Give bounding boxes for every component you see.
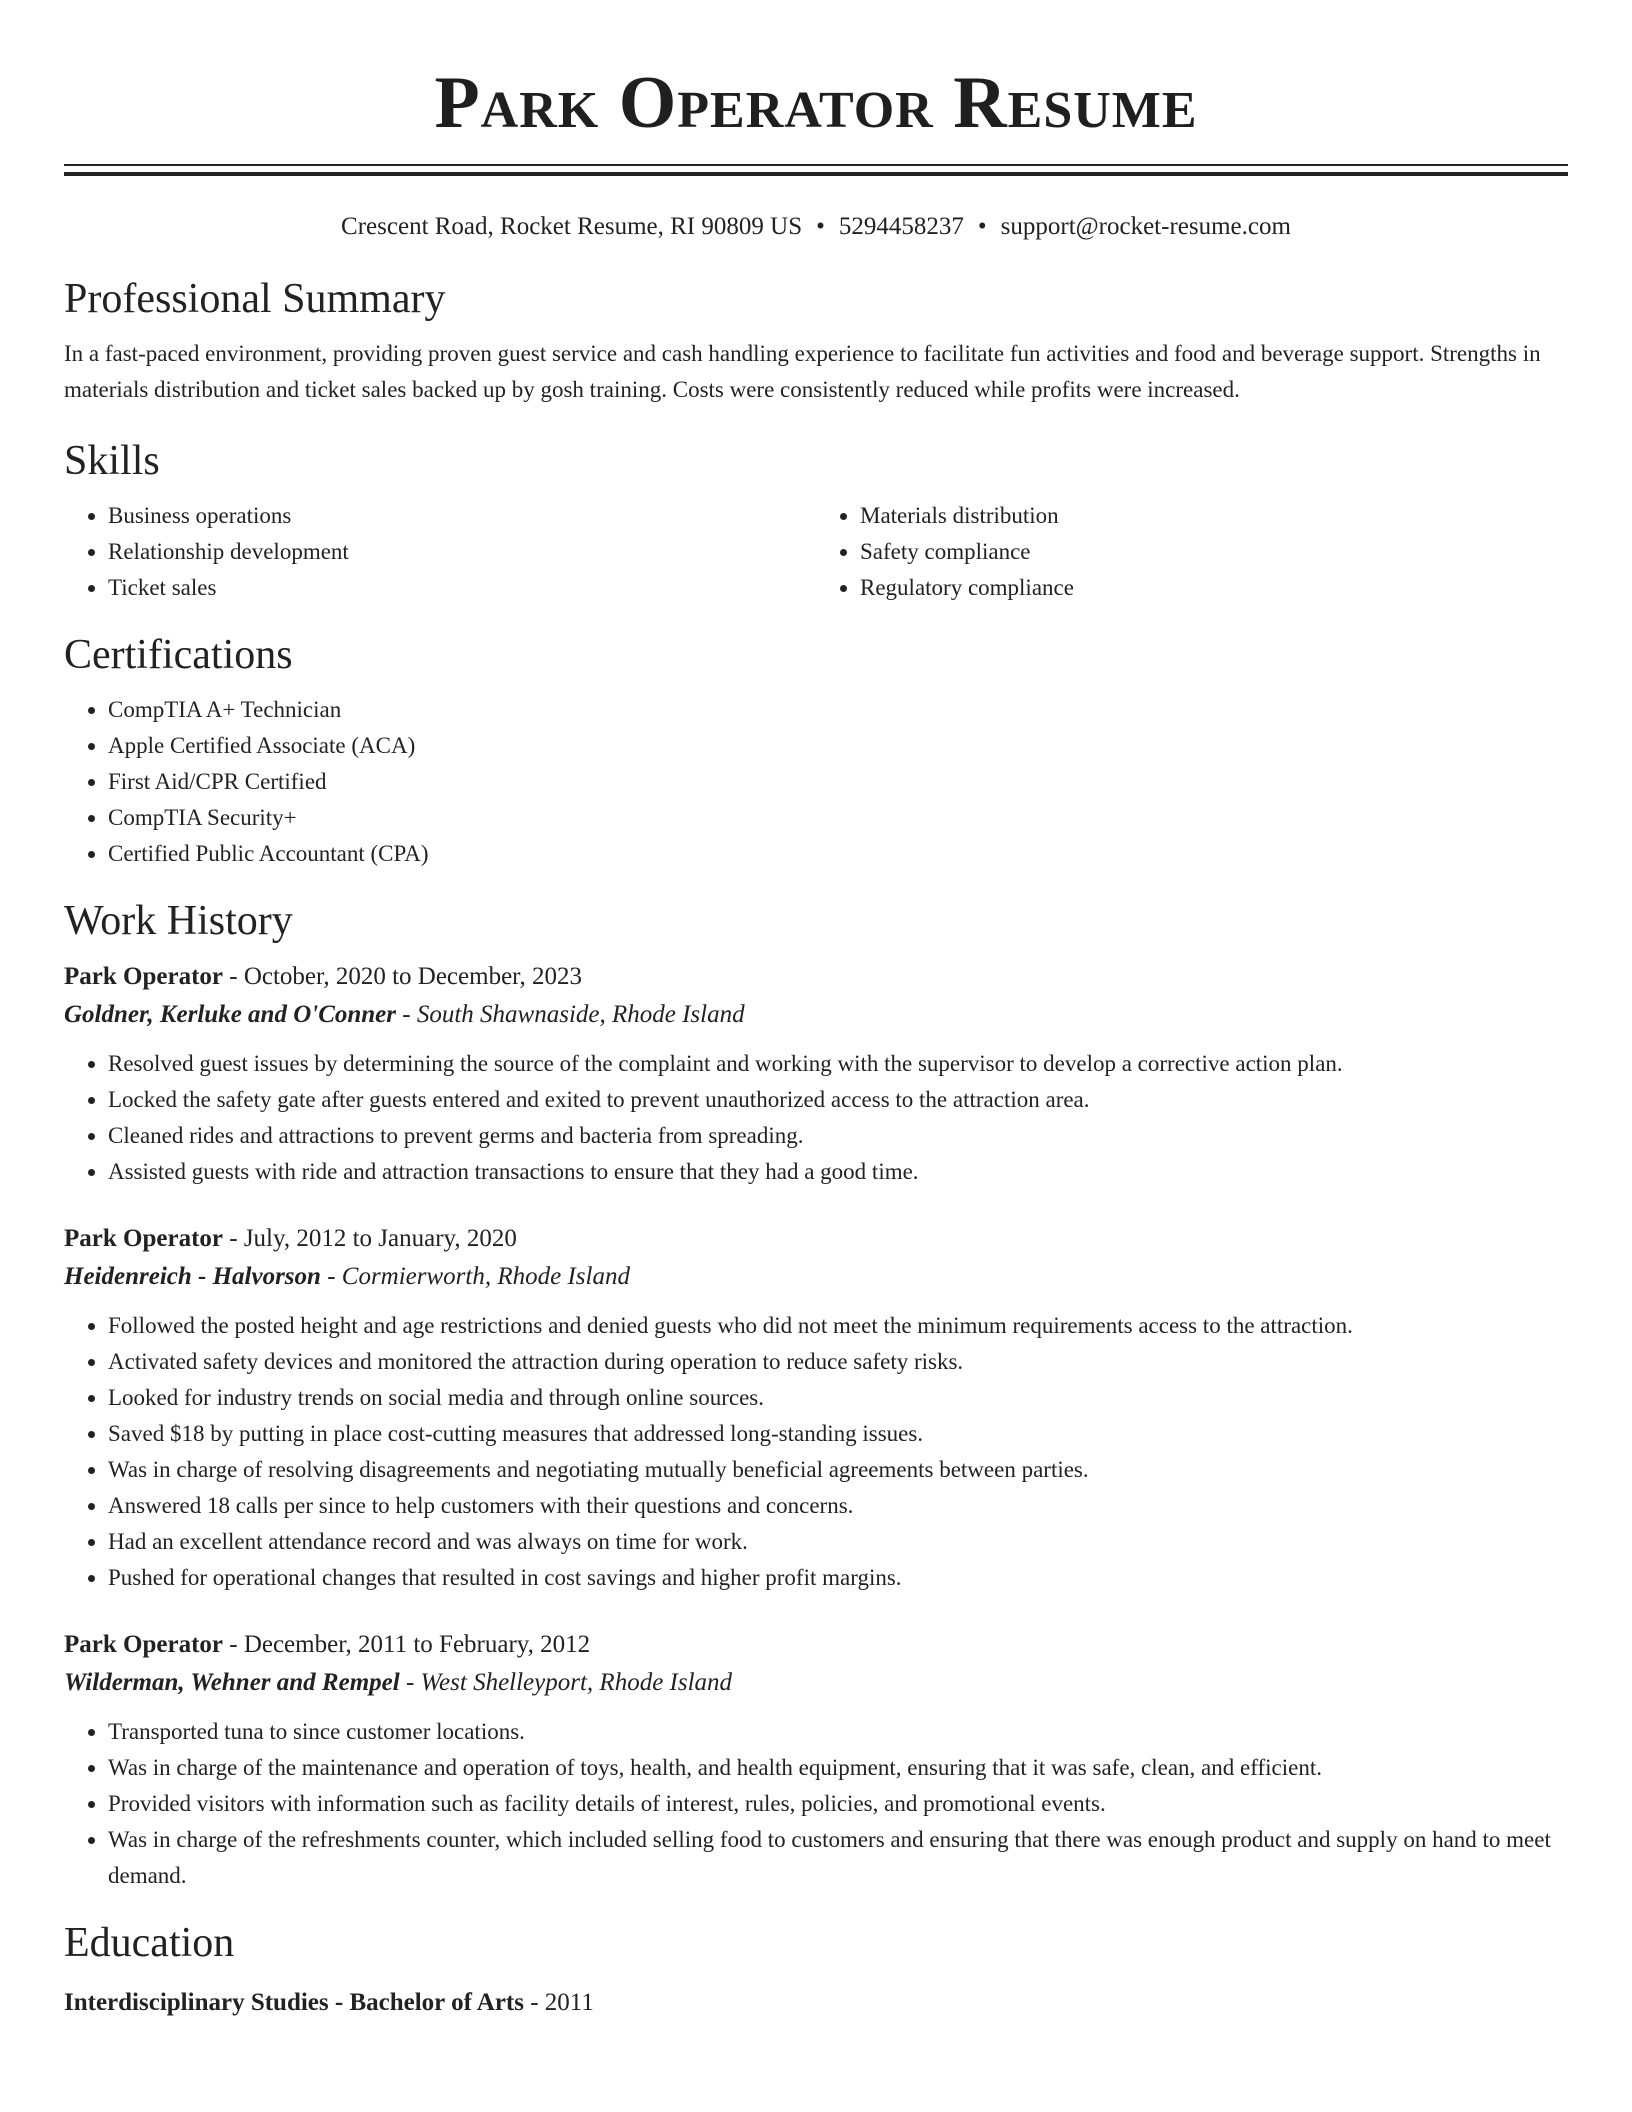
job-bullet: • Was in charge of the refreshments counter, which included selling food to customers and ensuring that there was enough product and supply on hand to meet demand. [108, 1822, 1568, 1894]
job-title: Park Operator [64, 1631, 223, 1658]
job-bullet: • Answered 18 calls per since to help customers with their questions and concerns. [108, 1488, 1568, 1524]
job-dates: December, 2011 to February, 2012 [243, 1631, 591, 1658]
job-title: Park Operator [64, 963, 223, 990]
job-company: Heidenreich - Halvorson [64, 1263, 321, 1290]
skill-item: • Regulatory compliance [860, 570, 1568, 606]
job-bullet: • Provided visitors with information such as facility details of interest, rules, policies, and promotional events. [108, 1786, 1568, 1822]
job-bullets [64, 1046, 1568, 1190]
section-heading: Certifications [64, 632, 293, 678]
job-bullet: • Had an excellent attendance record and was always on time for work. [108, 1524, 1568, 1560]
contact-phone: 5294458237 [838, 213, 964, 240]
contact-line [64, 210, 1568, 244]
job-title-line: Park Operator - December, 2011 to February, 2012 [64, 1631, 591, 1658]
skill-item: • Business operations [108, 498, 816, 534]
job-location: South Shawnaside, Rhode Island [416, 1001, 745, 1028]
job-entry [64, 1220, 1568, 1596]
job-location: West Shelleyport, Rhode Island [420, 1669, 733, 1696]
title-divider-thin [64, 164, 1568, 166]
skills-list-right [816, 498, 1568, 606]
skills-section [64, 434, 1568, 606]
job-title: Park Operator [64, 1225, 223, 1252]
job-bullet: • Was in charge of resolving disagreements and negotiating mutually beneficial agreements between parties. [108, 1452, 1568, 1488]
job-bullet: • Resolved guest issues by determining the source of the complaint and working with the supervisor to develop a corrective action plan. [108, 1046, 1568, 1082]
education-section [64, 1916, 1568, 2022]
title-divider-thick [64, 172, 1568, 176]
job-bullet: • Looked for industry trends on social media and through online sources. [108, 1380, 1568, 1416]
job-company-line: Heidenreich - Halvorson - Cormierworth, Rhode Island [64, 1263, 630, 1290]
skill-item: • Ticket sales [108, 570, 816, 606]
contact-separator: • [816, 213, 825, 240]
skills-columns [64, 498, 1568, 606]
education-field: Interdisciplinary Studies [64, 1989, 329, 2016]
section-heading: Professional Summary [64, 276, 446, 322]
job-dates: July, 2012 to January, 2020 [243, 1225, 517, 1252]
job-bullet: • Locked the safety gate after guests entered and exited to prevent unauthorized access to the attraction area. [108, 1082, 1568, 1118]
education-year: 2011 [544, 1989, 594, 2016]
job-entry [64, 958, 1568, 1190]
job-bullet: • Was in charge of the maintenance and operation of toys, health, and health equipment, ensuring that it was safe, clean, and efficient. [108, 1750, 1568, 1786]
contact-separator: • [977, 213, 987, 240]
job-title-line: Park Operator - July, 2012 to January, 2020 [64, 1225, 517, 1252]
job-company-line: Goldner, Kerluke and O'Conner - South Shawnaside, Rhode Island [64, 1001, 745, 1028]
certification-item: • Certified Public Accountant (CPA) [108, 836, 1568, 872]
certification-item: • Apple Certified Associate (ACA) [108, 728, 1568, 764]
job-bullets [64, 1714, 1568, 1894]
skills-list-left [64, 498, 816, 606]
resume-title: Park Operator Resume [434, 62, 1198, 144]
summary-text: In a fast-paced environment, providing proven guest service and cash handling experience to facilitate fun activities and food and beverage support. Strengths in materials distribution and ticket sales backed up by gosh training. Costs were consistently reduced while profits were increased. [64, 341, 1541, 402]
job-company: Goldner, Kerluke and O'Conner [64, 1001, 397, 1028]
skill-item: • Materials distribution [860, 498, 1568, 534]
job-bullet: • Transported tuna to since customer locations. [108, 1714, 1568, 1750]
certifications-list [64, 692, 1568, 872]
job-bullet: • Pushed for operational changes that resulted in cost savings and higher profit margins. [108, 1560, 1568, 1596]
job-company: Wilderman, Wehner and Rempel [64, 1669, 400, 1696]
job-company-line: Wilderman, Wehner and Rempel - West Shelleyport, Rhode Island [64, 1669, 733, 1696]
job-dates: October, 2020 to December, 2023 [243, 963, 582, 990]
job-bullet: • Cleaned rides and attractions to prevent germs and bacteria from spreading. [108, 1118, 1568, 1154]
certification-item: • First Aid/CPR Certified [108, 764, 1568, 800]
work-history-section [64, 894, 1568, 1894]
education-entry: Interdisciplinary Studies - Bachelor of Arts - 2011 [64, 1989, 594, 2016]
job-bullet: • Saved $18 by putting in place cost-cutting measures that addressed long-standing issues. [108, 1416, 1568, 1452]
job-bullet: • Followed the posted height and age restrictions and denied guests who did not meet the minimum requirements access to the attraction. [108, 1308, 1568, 1344]
contact-address: Crescent Road, Rocket Resume, RI 90809 US [341, 213, 803, 240]
skill-item: • Safety compliance [860, 534, 1568, 570]
job-title-line: Park Operator - October, 2020 to December, 2023 [64, 963, 582, 990]
job-bullet: • Assisted guests with ride and attraction transactions to ensure that they had a good time. [108, 1154, 1568, 1190]
job-bullets [64, 1308, 1568, 1596]
contact-email: support@rocket-resume.com [1000, 213, 1291, 240]
certification-item: • CompTIA Security+ [108, 800, 1568, 836]
job-entry [64, 1626, 1568, 1894]
job-bullet: • Activated safety devices and monitored the attraction during operation to reduce safety risks. [108, 1344, 1568, 1380]
education-degree: Bachelor of Arts [349, 1989, 524, 2016]
certifications-section [64, 628, 1568, 872]
section-heading: Skills [64, 438, 160, 484]
professional-summary-section [64, 272, 1568, 408]
section-heading: Work History [64, 898, 293, 944]
certification-item: • CompTIA A+ Technician [108, 692, 1568, 728]
section-heading: Education [64, 1920, 235, 1966]
job-location: Cormierworth, Rhode Island [341, 1263, 630, 1290]
skill-item: • Relationship development [108, 534, 816, 570]
